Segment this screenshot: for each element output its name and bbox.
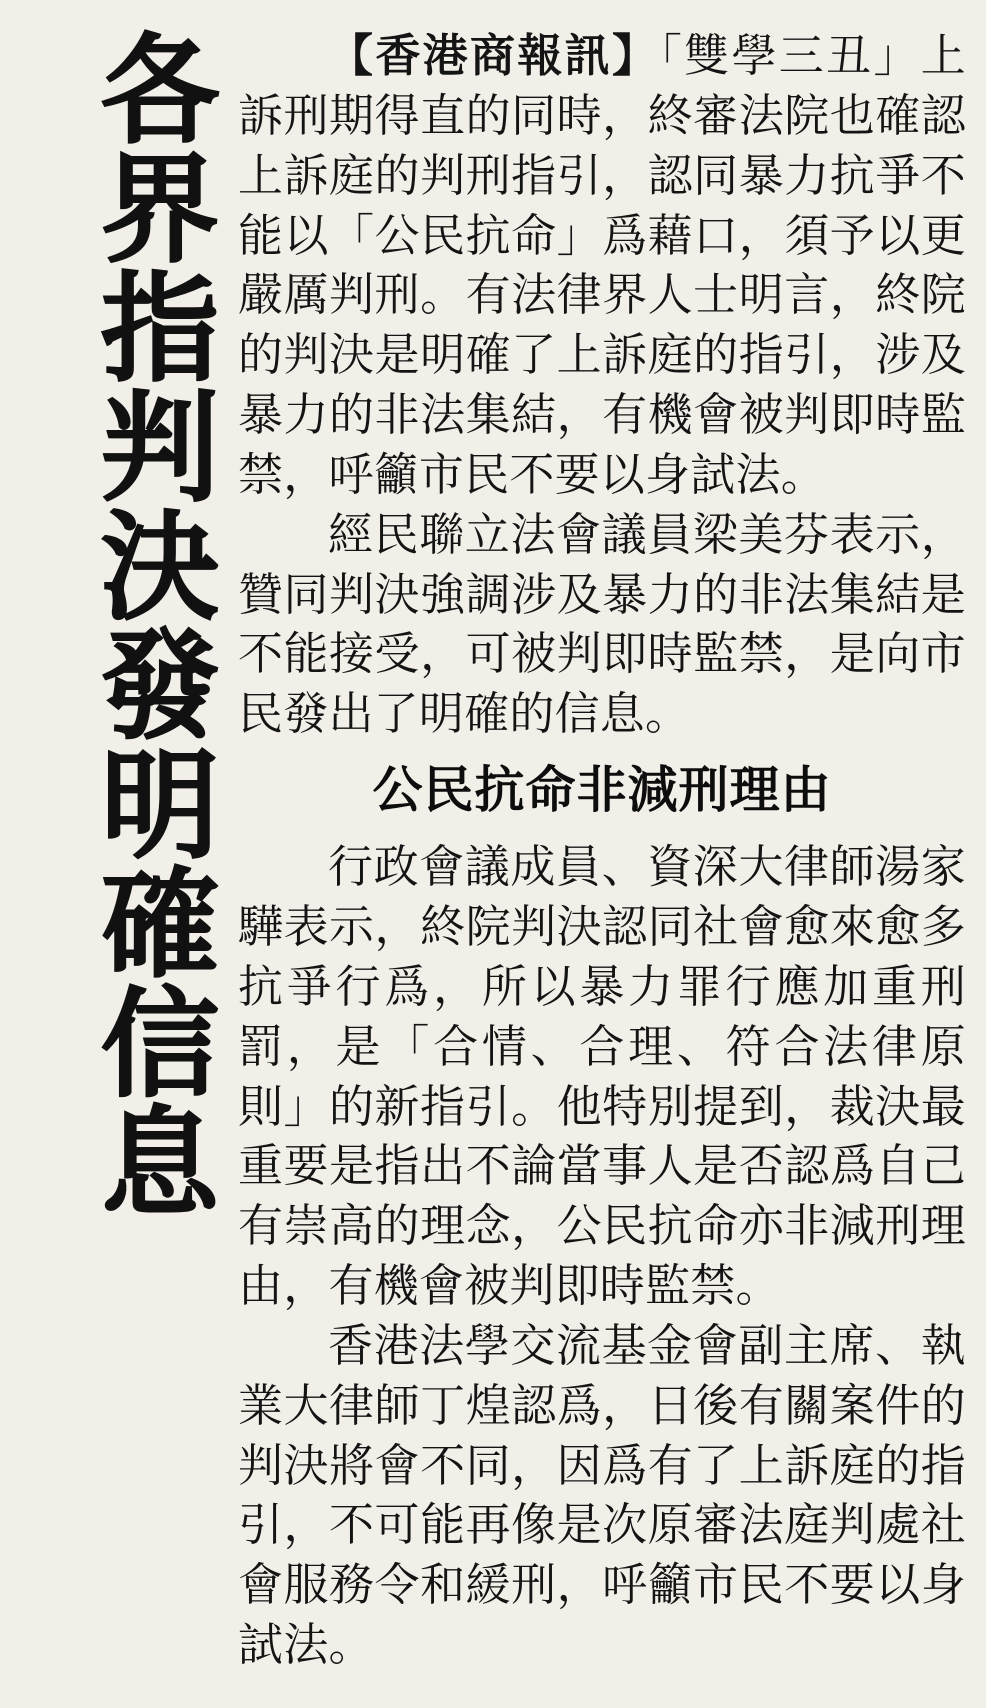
paragraph-1-text: 「雙學三丑」上訴刑期得直的同時，終審法院也確認上訴庭的判刑指引，認同暴力抗爭不能以「公民抗命」爲藉口，須予以更嚴厲判刑。有法律界人士明言，終院的判決是明確了上訴庭的指引，涉及暴力的非法集結，有機會被判即時監禁，呼籲市民不要以身試法。 <box>238 29 967 501</box>
section-subheading: 公民抗命非減刑理由 <box>372 761 832 820</box>
article-body <box>228 18 966 1698</box>
paragraph-2: 經民聯立法會議員梁美芬表示，贊同判決強調涉及暴力的非法集結是不能接受，可被判即時監禁，是向市民發出了明確的信息。 <box>238 507 966 741</box>
vertical-headline: 各界指判決發明確信息 <box>81 28 220 1220</box>
paragraph-3: 行政會議成員、資深大律師湯家驊表示，終院判決認同社會愈來愈多抗爭行爲，所以暴力罪行應加重刑罰，是「合情、合理、符合法律原則」的新指引。他特別提到，裁決最重要是指出不論當事人是否認爲自己有崇高的理念，公民抗命亦非減刑理由，有機會被判即時監禁。 <box>238 840 966 1313</box>
paragraph-1 <box>238 26 966 505</box>
source-tag: 【香港商報訊】 <box>328 29 660 82</box>
paragraph-4: 香港法學交流基金會副主席、執業大律師丁煌認爲，日後有關案件的判決將會不同，因爲有了上訴庭的指引，不可能再像是次原審法庭判處社會服務令和緩刑，呼籲市民不要以身試法。 <box>238 1318 966 1672</box>
